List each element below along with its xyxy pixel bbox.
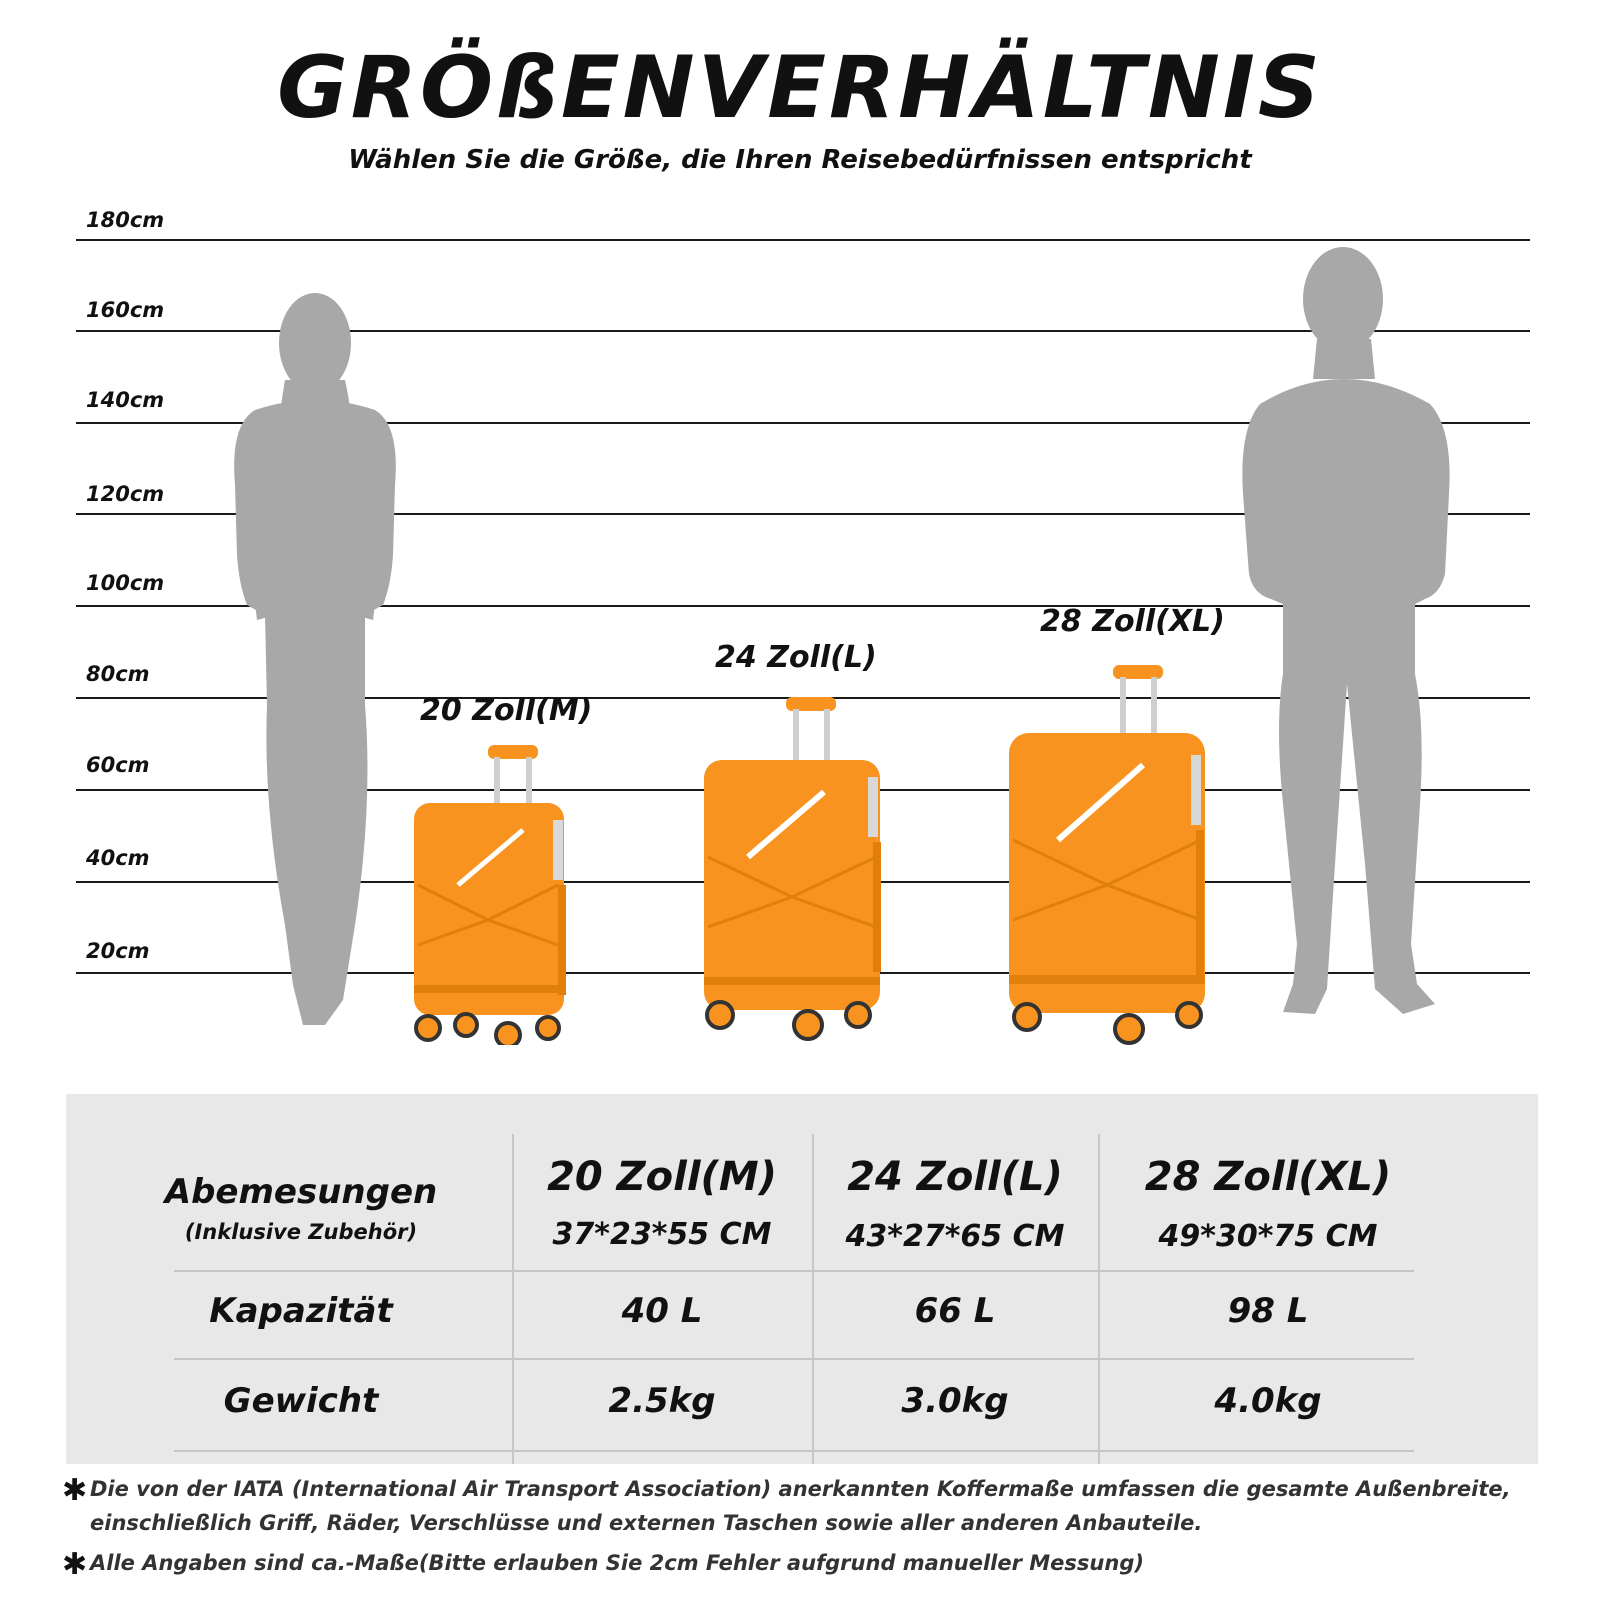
man-silhouette-icon [1235, 244, 1455, 1044]
row-label-dimensions: Abemesungen [164, 1172, 438, 1212]
ruler-label-180: 180cm [86, 208, 165, 232]
dims-l: 43*27*65 CM [845, 1219, 1065, 1254]
capacity-m: 40 L [621, 1291, 703, 1331]
ruler-line-180 [76, 239, 1530, 241]
footnote-iata-line1: Die von der IATA (International Air Transport Association) anerkannten Koffermaße umfassen die gesamte Außenbreite, [90, 1477, 1511, 1501]
ruler-label-20: 20cm [86, 939, 150, 963]
table-divider [174, 1358, 1414, 1360]
asterisk-icon: ✱ [62, 1473, 88, 1508]
dims-m: 37*23*55 CM [552, 1217, 772, 1252]
asterisk-icon: ✱ [62, 1547, 88, 1582]
ruler-label-140: 140cm [86, 388, 165, 412]
weight-xl: 4.0kg [1214, 1381, 1322, 1421]
page-subtitle: Wählen Sie die Größe, die Ihren Reisebedürfnissen entspricht [348, 145, 1252, 175]
row-label-weight: Gewicht [223, 1381, 379, 1421]
weight-m: 2.5kg [608, 1381, 716, 1421]
suitcase-label-l: 24 Zoll(L) [715, 640, 877, 675]
column-header-l: 24 Zoll(L) [847, 1154, 1063, 1200]
ruler-label-60: 60cm [86, 753, 150, 777]
woman-silhouette-icon [215, 285, 415, 1045]
ruler-label-80: 80cm [86, 662, 150, 686]
capacity-xl: 98 L [1227, 1291, 1309, 1331]
row-sublabel-dimensions: (Inklusive Zubehör) [184, 1220, 418, 1244]
column-header-m: 20 Zoll(M) [547, 1154, 777, 1200]
ruler-label-160: 160cm [86, 298, 165, 322]
ruler-label-40: 40cm [86, 846, 150, 870]
footnote-iata-line2: einschließlich Griff, Räder, Verschlüsse und externen Taschen sowie aller anderen Anbauteile. [90, 1511, 1203, 1535]
ruler-label-120: 120cm [86, 482, 165, 506]
column-header-xl: 28 Zoll(XL) [1144, 1154, 1392, 1200]
suitcase-label-m: 20 Zoll(M) [420, 693, 593, 728]
dims-xl: 49*30*75 CM [1158, 1219, 1378, 1254]
footnote-approx: Alle Angaben sind ca.-Maße(Bitte erlauben Sie 2cm Fehler aufgrund manueller Messung) [90, 1551, 1144, 1575]
row-label-capacity: Kapazität [209, 1291, 393, 1331]
suitcase-label-xl: 28 Zoll(XL) [1040, 604, 1225, 639]
weight-l: 3.0kg [901, 1381, 1009, 1421]
ruler-label-100: 100cm [86, 571, 165, 595]
suitcase-l-image [698, 697, 888, 1047]
table-divider [174, 1450, 1414, 1452]
suitcase-m-image [408, 745, 574, 1045]
capacity-l: 66 L [914, 1291, 996, 1331]
page-title: GRÖßENVERHÄLTNIS [277, 38, 1323, 138]
suitcase-xl-image [1003, 665, 1213, 1050]
spec-table [66, 1094, 1538, 1464]
table-divider [174, 1270, 1414, 1272]
